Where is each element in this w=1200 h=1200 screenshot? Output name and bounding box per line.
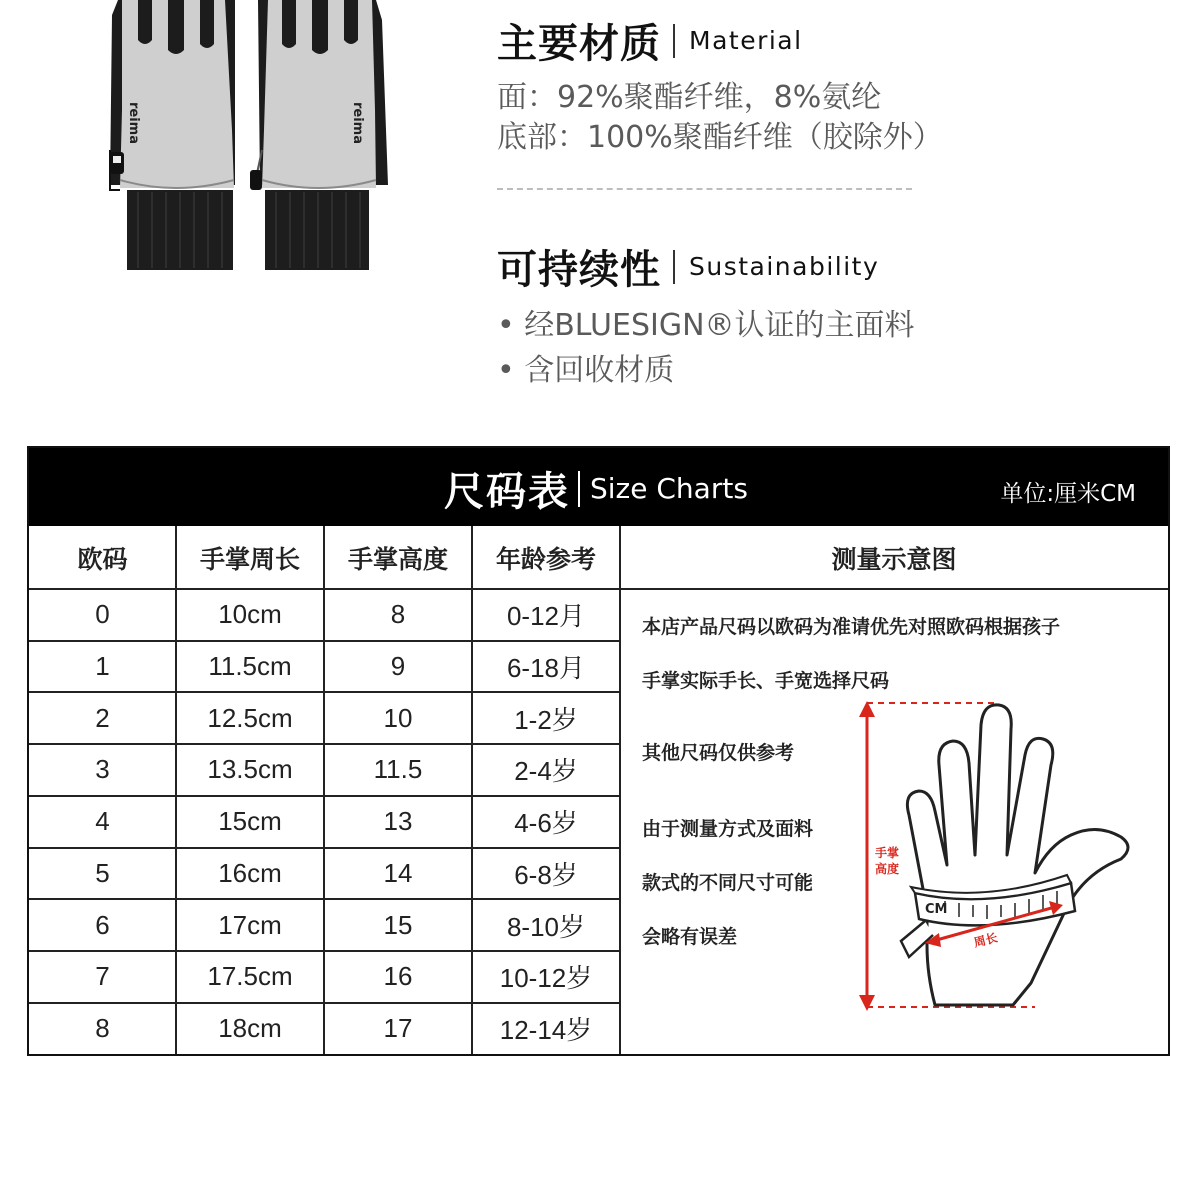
material-line: 面：92%聚酯纤维，8%氨纶	[497, 80, 882, 115]
size-chart-title-cn: 尺码表	[444, 469, 570, 515]
table-cell: 14	[383, 857, 413, 888]
table-cell: 11.5	[373, 754, 423, 785]
measurement-note: 会略有误差	[642, 926, 738, 948]
column-header: 测量示意图	[831, 544, 957, 574]
table-cell: 13.5cm	[207, 754, 293, 785]
right-glove	[250, 0, 388, 270]
material-line: 底部：100%聚酯纤维（胶除外）	[497, 120, 943, 155]
table-cell: 8	[95, 1012, 110, 1043]
table-cell: 16cm	[218, 857, 282, 888]
table-cell: 5	[95, 857, 110, 888]
table-cell: 8-10岁	[506, 911, 586, 942]
table-cell: 4	[95, 806, 110, 837]
sustainability-title-en: Sustainability	[689, 252, 880, 281]
measurement-note: 本店产品尺码以欧码为准请优先对照欧码根据孩子	[642, 616, 1061, 638]
measurement-note: 其他尺码仅供参考	[642, 742, 795, 764]
column-header: 手掌高度	[347, 544, 448, 574]
heading-divider	[673, 250, 675, 284]
table-cell: 6-18月	[506, 653, 586, 684]
table-cell: 15cm	[218, 806, 282, 837]
section-divider	[497, 188, 912, 190]
table-cell: 11.5cm	[208, 651, 292, 682]
table-cell: 2	[95, 702, 110, 733]
table-cell: 6-8岁	[514, 859, 578, 890]
table-cell: 1	[95, 651, 110, 682]
table-cell: 17	[383, 1012, 413, 1043]
palm-height-label: 手掌	[875, 846, 900, 860]
size-chart-unit: 单位:厘米CM	[1000, 481, 1136, 507]
table-cell: 0-12月	[506, 601, 586, 632]
table-cell: 12-14岁	[499, 1014, 593, 1045]
measurement-note: 由于测量方式及面料	[642, 818, 814, 840]
size-chart-title-en: Size Charts	[590, 472, 748, 505]
measurement-note: 手掌实际手长、手宽选择尺码	[642, 670, 890, 692]
hand-measurement-diagram	[835, 695, 1165, 1025]
table-cell: 9	[390, 651, 406, 682]
table-cell: 3	[95, 754, 110, 785]
table-cell: 18cm	[218, 1012, 282, 1043]
column-header: 欧码	[77, 544, 128, 574]
table-cell: 10-12岁	[499, 963, 593, 994]
material-heading	[497, 12, 803, 69]
column-header: 年龄参考	[495, 544, 596, 574]
table-cell: 7	[95, 961, 110, 992]
table-cell: 10	[383, 702, 413, 733]
right-glove-brand: reima	[350, 102, 365, 145]
tape-cm-label: CM	[925, 902, 948, 917]
table-cell: 10cm	[218, 599, 282, 630]
table-cell: 16	[383, 961, 413, 992]
heading-divider	[673, 24, 675, 58]
sustainability-item: • 经BLUESIGN®认证的主面料	[497, 308, 915, 343]
table-cell: 4-6岁	[514, 808, 578, 839]
circumference-label: 周长	[972, 930, 1000, 950]
heading-divider	[578, 471, 580, 507]
gloves-product-image	[100, 0, 400, 285]
table-cell: 12.5cm	[207, 702, 293, 733]
size-chart-header	[29, 448, 1168, 526]
table-cell: 15	[383, 909, 413, 940]
table-cell: 17cm	[218, 909, 282, 940]
sustainability-title: 可持续性	[497, 247, 661, 293]
size-chart-title	[444, 460, 748, 517]
table-cell: 6	[95, 909, 110, 940]
table-cell: 2-4岁	[514, 756, 578, 787]
palm-height-label: 高度	[875, 862, 900, 876]
table-cell: 8	[390, 599, 406, 630]
column-header: 手掌周长	[199, 544, 300, 574]
left-glove	[110, 0, 235, 270]
table-cell: 0	[95, 599, 110, 630]
left-glove-brand: reima	[126, 102, 141, 145]
material-title-en: Material	[689, 26, 803, 55]
sustainability-heading	[497, 238, 879, 295]
table-cell: 17.5cm	[207, 961, 293, 992]
table-cell: 13	[383, 806, 413, 837]
measurement-note: 款式的不同尺寸可能	[642, 872, 814, 894]
sustainability-item: • 含回收材质	[497, 353, 675, 388]
table-cell: 1-2岁	[514, 704, 578, 735]
material-title: 主要材质	[497, 21, 661, 67]
